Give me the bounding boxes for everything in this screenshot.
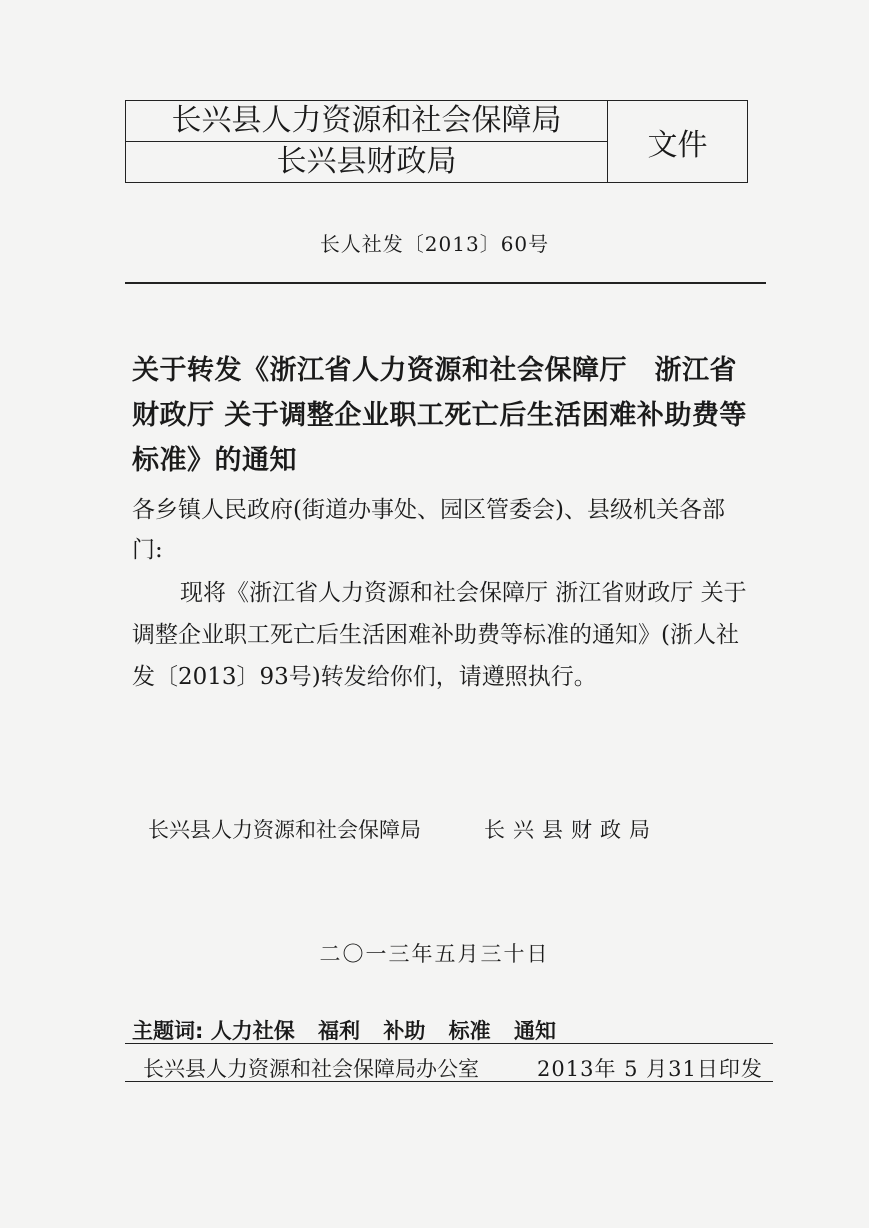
issue-date: 二〇一三年五月三十日 bbox=[319, 942, 550, 966]
document-type-label: 文件 bbox=[608, 101, 748, 183]
addressee: 各乡镇人民政府(街道办事处、园区管委会)、县级机关各部门: bbox=[132, 497, 725, 563]
footer-divider-top bbox=[125, 1043, 773, 1044]
signature-hr-bureau: 长兴县人力资源和社会保障局 bbox=[148, 818, 421, 842]
keyword: 标准 bbox=[448, 1019, 491, 1043]
subject-keywords bbox=[132, 1015, 572, 1045]
body-paragraph: 现将《浙江省人力资源和社会保障厅 浙江省财政厅 关于调整企业职工死亡后生活困难补助费等标准的通知》(浙人社发〔2013〕93号)转发给你们，请遵照执行。 bbox=[132, 580, 747, 690]
keyword: 福利 bbox=[318, 1019, 361, 1043]
footer-divider-bottom bbox=[125, 1081, 773, 1082]
issuing-org-1: 长兴县人力资源和社会保障局 bbox=[126, 101, 608, 142]
keyword: 通知 bbox=[513, 1019, 556, 1043]
document-number: 长人社发〔2013〕60号 bbox=[319, 232, 550, 256]
printing-office: 长兴县人力资源和社会保障局办公室 bbox=[143, 1057, 479, 1081]
header-divider bbox=[125, 282, 766, 284]
keyword: 人力社保 bbox=[210, 1019, 295, 1043]
document-title: 关于转发《浙江省人力资源和社会保障厅 浙江省财政厅 关于调整企业职工死亡后生活困难补助费等标准》的通知 bbox=[132, 355, 747, 476]
issuing-authority-header bbox=[125, 100, 748, 183]
keywords-label: 主题词: bbox=[132, 1019, 204, 1043]
print-date: 2013年 5 月31日印发 bbox=[537, 1057, 763, 1081]
keyword: 补助 bbox=[383, 1019, 426, 1043]
signature-finance-bureau: 长兴县财政局 bbox=[484, 818, 658, 842]
issuing-org-2: 长兴县财政局 bbox=[126, 142, 608, 183]
